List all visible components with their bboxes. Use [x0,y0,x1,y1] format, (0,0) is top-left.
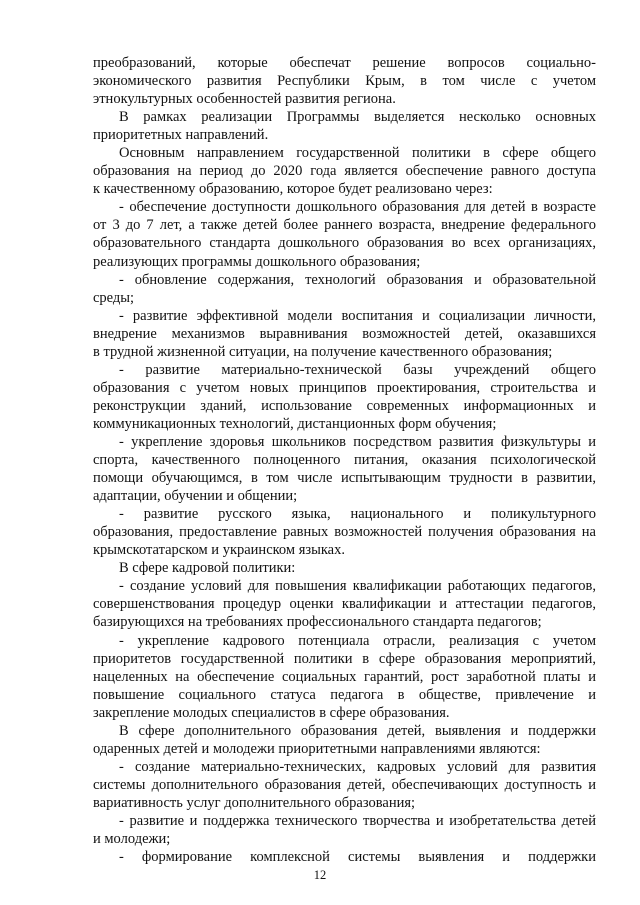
text-line: совершенствования процедур оценки квалификации и аттестации педагогов, [93,596,596,613]
text-line: - формирование комплексной системы выявления и поддержки [119,849,596,866]
text-line: - обеспечение доступности дошкольного образования для детей в возрасте [119,199,596,216]
text-line: В сфере дополнительного образования детей, выявления и поддержки [119,722,596,739]
text-line: базирующихся на требованиях профессионального стандарта педагогов; [93,614,542,631]
text-line: от 3 до 7 лет, а также детей более раннего возраста, внедрение федерального [93,217,596,234]
text-line: к качественному образованию, которое будет реализовано через: [93,181,493,198]
text-line: реконструкции зданий, использование современных информационных и [93,397,596,414]
text-line: В рамках реализации Программы выделяется несколько основных [119,109,596,126]
text-line: В сфере кадровой политики: [119,560,296,577]
text-line: вариативность услуг дополнительного образования; [93,794,416,811]
text-line: системы дополнительного образования детей, обеспечивающих доступность и [93,776,596,793]
text-line: нацеленных на обеспечение социальных гарантий, рост заработной платы и [93,668,596,685]
text-line: - создание условий для повышения квалификации работающих педагогов, [119,578,596,595]
text-line: - развитие русского языка, национального и поликультурного [119,506,596,523]
text-line: внедрение механизмов выравнивания возможностей детей, оказавшихся [93,325,596,342]
text-line: и молодежи; [93,831,171,848]
text-line: - обновление содержания, технологий образования и образовательной [119,271,596,288]
text-line: преобразований, которые обеспечат решение вопросов социально- [93,55,596,71]
text-line: - развитие материально-технической базы учреждений общего [119,361,596,378]
text-line: этнокультурных особенностей развития региона. [93,91,396,108]
text-line: образовательного стандарта дошкольного образования во всех организациях, [93,235,596,252]
text-line: коммуникационных технологий, дистанционных форм обучения; [93,415,497,432]
text-line: - создание материально-технических, кадровых условий для развития [119,758,596,775]
text-line: адаптации, обучении и общении; [93,488,298,505]
text-line: приоритетных направлений. [93,127,269,144]
text-line: крымскотатарском и украинском языках. [93,542,345,559]
text-line: - укрепление здоровья школьников посредством развития физкультуры и [119,433,596,450]
text-line: образования на период до 2020 года является обеспечение равного доступа [93,163,596,180]
text-line: - укрепление кадрового потенциала отрасли, реализация с учетом [119,632,596,649]
document-body [93,54,596,866]
text-line: среды; [93,289,135,306]
text-line: - развитие и поддержка технического творчества и изобретательства детей [119,812,596,829]
text-line: приоритетов государственной политики в сфере образования мероприятий, [93,650,596,667]
text-line: образования, предоставление равных возможностей получения образования на [93,524,596,541]
text-line: повышение социального статуса педагога в обществе, привлечение и [93,686,596,703]
text-line: спорта, качественного полноценного питания, оказания психологической [93,452,596,469]
text-line: в трудной жизненной ситуации, на получение качественного образования; [93,343,553,360]
text-line: реализующих программы дошкольного образования; [93,253,421,270]
text-line: Основным направлением государственной политики в сфере общего [119,145,596,162]
page-number: 12 [313,868,327,882]
text-line: - развитие эффективной модели воспитания и социализации личности, [119,307,596,324]
text-line: одаренных детей и молодежи приоритетными направлениями являются: [93,740,541,757]
text-line: образования с учетом новых принципов проектирования, строительства и [93,379,596,396]
text-line: экономического развития Республики Крым, в том числе с учетом [93,73,596,90]
text-line: закрепление молодых специалистов в сфере образования. [93,704,450,721]
text-line: помощи обучающимся, в том числе испытывающим трудности в развитии, [93,470,596,487]
